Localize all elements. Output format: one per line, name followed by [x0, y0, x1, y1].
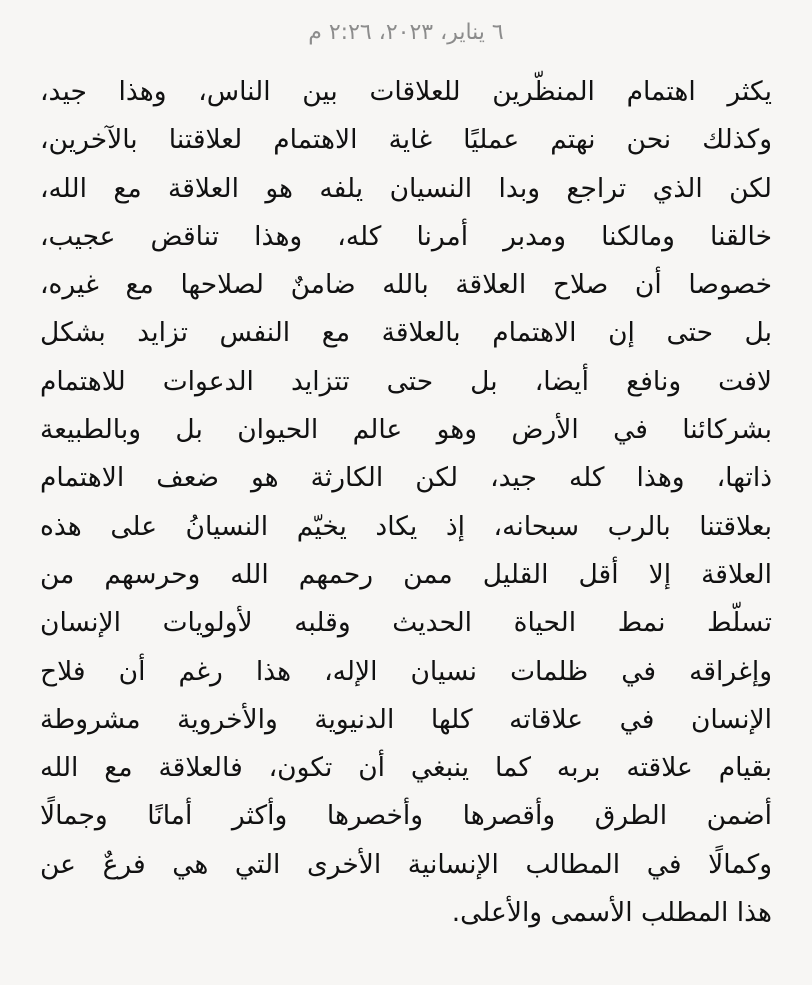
post-line: خالقنا ومالكنا ومدبر أمرنا كله، وهذا تناقض عجيب، [40, 220, 772, 252]
post-line: بشركائنا في الأرض وهو عالم الحيوان بل وبالطبيعة [40, 414, 772, 446]
post-line: خصوصا أن صلاح العلاقة بالله ضامنٌ لصلاحها مع غيره، [40, 269, 772, 301]
post-line: هذا المطلب الأسمى والأعلى. [451, 897, 772, 929]
post-body [40, 68, 772, 937]
post-line: بعلاقتنا بالرب سبحانه، إذ يكاد يخيّم النسيانُ على هذه [40, 510, 772, 542]
post-line: تسلّط نمط الحياة الحديث وقلبه لأولويات الإنسان [40, 607, 772, 639]
post-line: لافت ونافع أيضا، بل حتى تتزايد الدعوات للاهتمام [40, 365, 772, 397]
post-line: يكثر اهتمام المنظّرين للعلاقات بين الناس، وهذا جيد، [40, 76, 772, 107]
post-line: وكذلك نحن نهتم عمليًا غاية الاهتمام لعلاقتنا بالآخرين، [40, 124, 772, 156]
post-line: ذاتها، وهذا كله جيد، لكن الكارثة هو ضعف الاهتمام [40, 462, 772, 494]
post-line: لكن الذي تراجع وبدا النسيان يلفه هو العلاقة مع الله، [40, 172, 772, 204]
post-line: وكمالًا في المطالب الإنسانية الأخرى التي هي فرعٌ عن [40, 848, 772, 880]
post-line: بل حتى إن الاهتمام بالعلاقة مع النفس تزايد بشكل [40, 317, 772, 349]
post-line: أضمن الطرق وأقصرها وأخصرها وأكثر أمانًا وجمالًا [40, 800, 772, 832]
post-line: العلاقة إلا أقل القليل ممن رحمهم الله وحرسهم من [40, 558, 772, 590]
post-line: بقيام علاقته بربه كما ينبغي أن تكون، فالعلاقة مع الله [40, 752, 772, 784]
post-line: الإنسان في علاقاته كلها الدنيوية والأخروية مشروطة [40, 703, 772, 735]
post-timestamp: ٦ يناير، ٢٠٢٣، ٢:٢٦ م [308, 20, 504, 45]
post-line: وإغراقه في ظلمات نسيان الإله، هذا رغم أن فلاح [40, 655, 772, 687]
